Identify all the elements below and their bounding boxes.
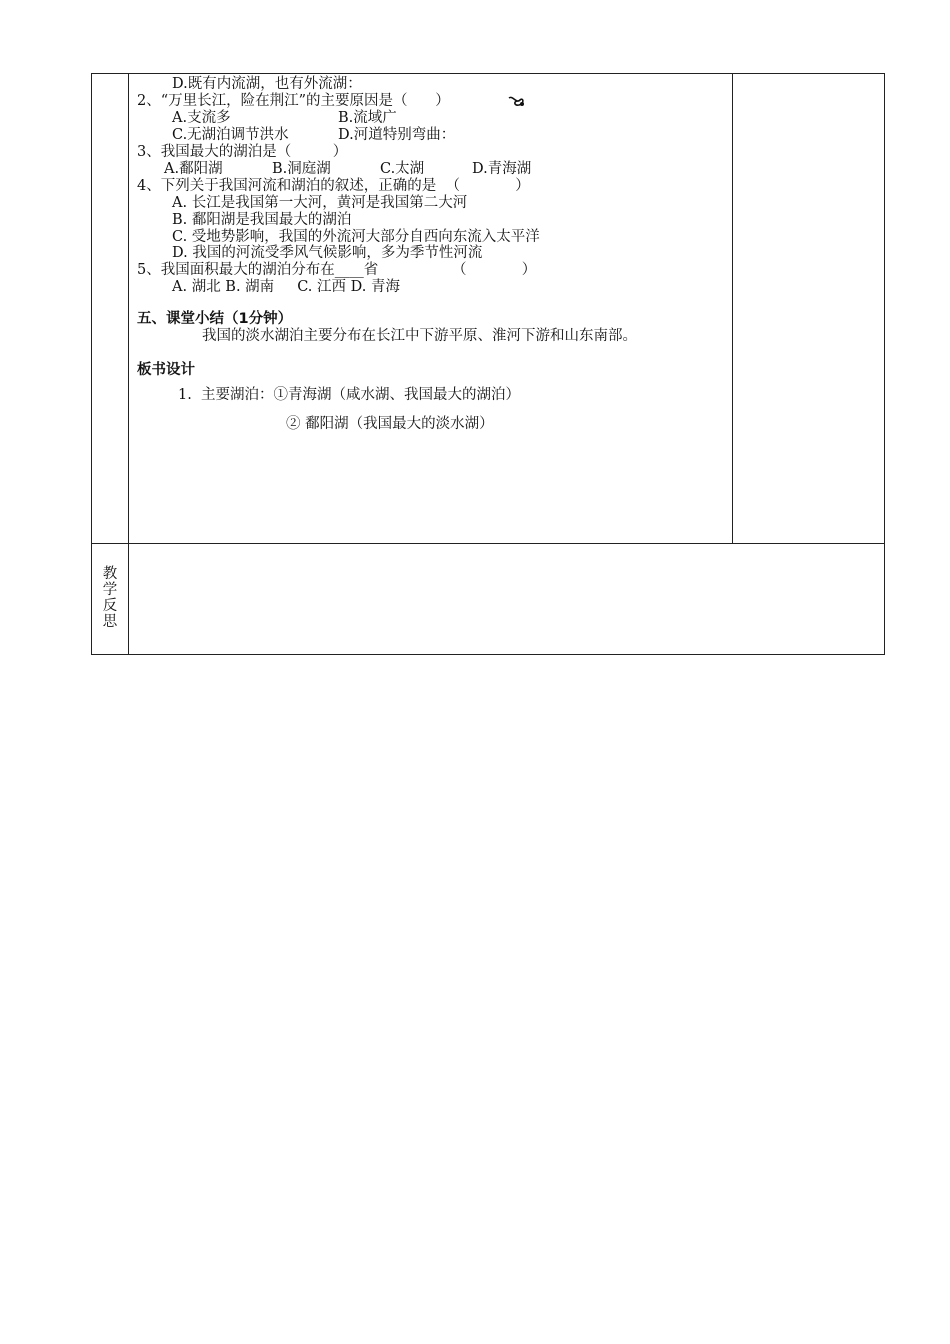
summary-text: 我国的淡水湖泊主要分布在长江中下游平原、淮河下游和山东南部。 [202, 328, 637, 344]
question-5: 5、我国面积最大的湖泊分布在____省 （ ） [137, 262, 537, 278]
teaching-reflection-cell[interactable] [129, 544, 884, 654]
q5-options: A. 湖北 B. 湖南 C. 江西 D. 青海 [172, 279, 400, 295]
q3-option-d: D.青海湖 [472, 161, 532, 177]
q3-option-b: B.洞庭湖 [272, 161, 331, 177]
board-design-heading: 板书设计 [137, 362, 195, 378]
label-char: 学 [102, 582, 118, 598]
label-char: 教 [102, 566, 118, 582]
q2-option-a: A.支流多 [172, 110, 231, 126]
label-char: 思 [102, 614, 118, 630]
q4-option-c: C. 受地势影响，我国的外流河大部分自西向东流入太平洋 [172, 229, 540, 245]
summary-heading: 五、课堂小结（1分钟） [137, 311, 293, 327]
label-char: 反 [102, 598, 118, 614]
table-border-bottom [91, 654, 885, 655]
board-item-1: 1. 主要湖泊：①青海湖（咸水湖、我国最大的湖泊） [178, 387, 521, 403]
q4-option-a: A. 长江是我国第一大河，黄河是我国第二大河 [172, 195, 468, 211]
teaching-reflection-label [102, 566, 118, 630]
question-2: 2、“万里长江，险在荆江”的主要原因是（ ） [137, 93, 450, 109]
table-border-top [91, 73, 885, 74]
q2-option-d: D.河道特别弯曲： [338, 127, 456, 143]
question-4: 4、下列关于我国河流和湖泊的叙述，正确的是 （ ） [137, 178, 530, 194]
table-border-right [884, 73, 885, 655]
scribble-icon [507, 94, 527, 108]
q2-option-b: B.流域广 [338, 110, 397, 126]
board-item-2: ② 鄱阳湖（我国最大的淡水湖） [286, 416, 494, 432]
table-col-divider-right [732, 73, 733, 544]
q4-option-d: D. 我国的河流受季风气候影响，多为季节性河流 [172, 245, 483, 261]
table-border-left [91, 73, 92, 655]
q3-option-a: A.鄱阳湖 [164, 161, 223, 177]
q2-option-c: C.无湖泊调节洪水 [172, 127, 289, 143]
option-line-1: D.既有内流湖，也有外流湖： [172, 76, 362, 92]
q3-option-c: C.太湖 [380, 161, 425, 177]
question-3: 3、我国最大的湖泊是（ ） [137, 144, 348, 160]
q4-option-b: B. 鄱阳湖是我国最大的湖泊 [172, 212, 352, 228]
